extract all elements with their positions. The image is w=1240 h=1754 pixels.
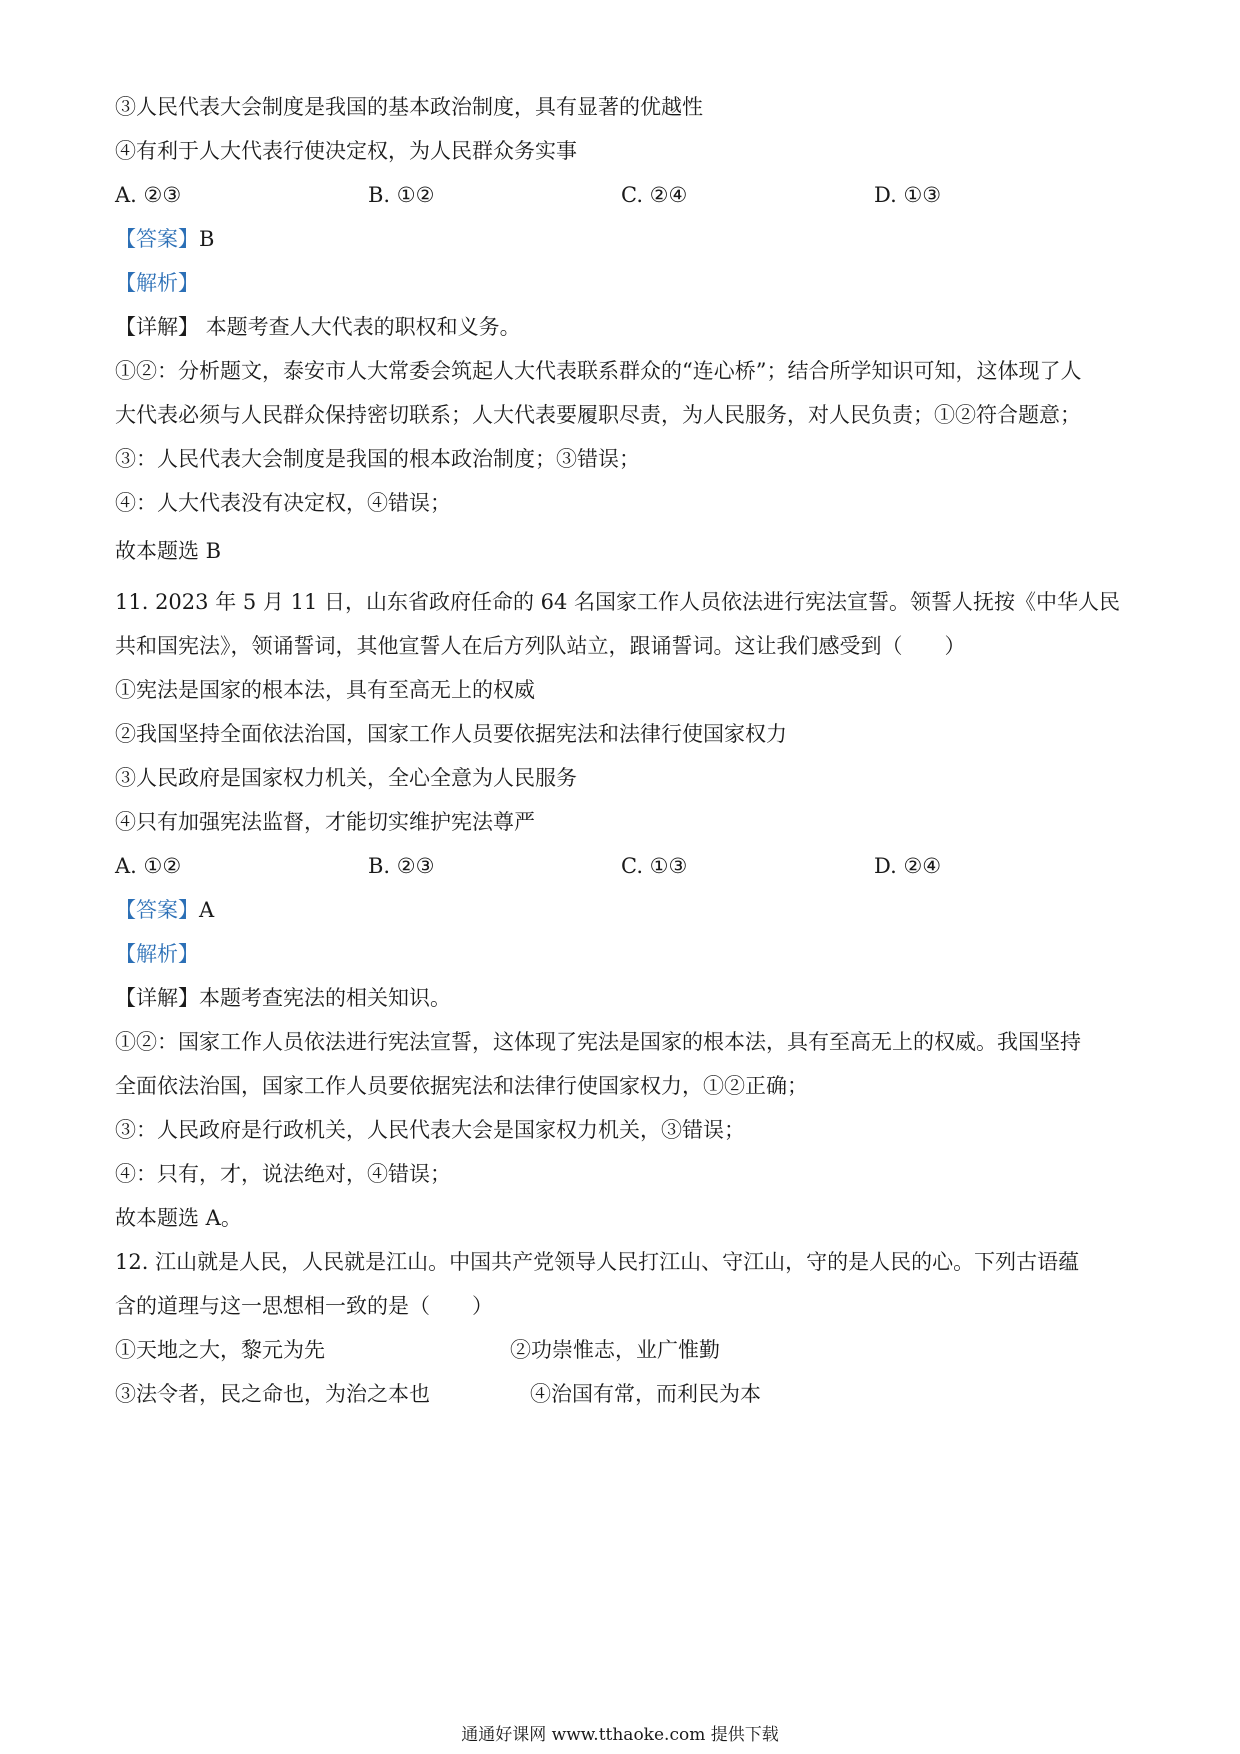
q11-stem-line: 11. 2023 年 5 月 11 日，山东省政府任命的 64 名国家工作人员依法进行宪法宣誓。领誓人抚按《中华人民: [115, 590, 1121, 614]
q10-explanation-line: 大代表必须与人民群众保持密切联系；人大代表要履职尽责，为人民服务，对人民负责；①②符合题意；: [115, 403, 1081, 427]
q11-explanation-line: ①②：国家工作人员依法进行宪法宣誓，这体现了宪法是国家的根本法，具有至高无上的权威。我国坚持: [115, 1030, 1081, 1054]
q12-statement: ④治国有常，而利民为本: [530, 1382, 761, 1406]
q11-statement: ①宪法是国家的根本法，具有至高无上的权威: [115, 678, 535, 702]
q10-option-b: B. ①②: [368, 183, 435, 207]
q11-statement: ②我国坚持全面依法治国，国家工作人员要依据宪法和法律行使国家权力: [115, 722, 787, 746]
answer-tag: 【答案】: [115, 227, 199, 251]
detail-tag: 【详解】: [115, 986, 199, 1010]
q11-explanation-line: 全面依法治国，国家工作人员要依据宪法和法律行使国家权力，①②正确；: [115, 1074, 808, 1098]
q10-option-d: D. ①③: [874, 183, 942, 207]
q10-statement-4: ④有利于人大代表行使决定权，为人民群众务实事: [115, 139, 577, 163]
q11-conclusion: 故本题选 A。: [115, 1206, 242, 1230]
answer-tag: 【答案】: [115, 898, 199, 922]
q10-detail: [115, 314, 521, 340]
q10-statement-3: ③人民代表大会制度是我国的基本政治制度，具有显著的优越性: [115, 95, 703, 119]
q12-stem-line: 12. 江山就是人民，人民就是江山。中国共产党领导人民打江山、守江山，守的是人民的心。下列古语蕴: [115, 1250, 1080, 1274]
detail-text: 本题考查人大代表的职权和义务。: [205, 315, 521, 339]
q11-option-d: D. ②④: [874, 854, 942, 878]
q11-explanation-line: ④：只有，才，说法绝对，④错误；: [115, 1162, 451, 1186]
q12-statement: ①天地之大，黎元为先: [115, 1338, 325, 1362]
q10-explanation-line: ①②：分析题文，泰安市人大常委会筑起人大代表联系群众的“连心桥”；结合所学知识可知，这体现了人: [115, 359, 1082, 383]
q10-explanation-line: ③：人民代表大会制度是我国的根本政治制度；③错误；: [115, 447, 640, 471]
q11-analysis: [115, 941, 199, 967]
q11-option-c: C. ①③: [621, 854, 688, 878]
q11-option-a: A. ①②: [115, 854, 182, 878]
q11-statement: ③人民政府是国家权力机关，全心全意为人民服务: [115, 766, 577, 790]
q10-conclusion: 故本题选 B: [115, 539, 222, 563]
analysis-tag: 【解析】: [115, 271, 199, 295]
answer-value: A: [199, 898, 215, 922]
q11-option-b: B. ②③: [368, 854, 435, 878]
q10-option-a: A. ②③: [115, 183, 182, 207]
detail-text: 本题考查宪法的相关知识。: [199, 986, 451, 1010]
q11-statement: ④只有加强宪法监督，才能切实维护宪法尊严: [115, 810, 535, 834]
detail-tag: 【详解】: [115, 315, 199, 339]
q11-answer: [115, 897, 214, 923]
q12-statement: ②功崇惟志，业广惟勤: [510, 1338, 720, 1362]
q12-stem-line: 含的道理与这一思想相一致的是（ ）: [115, 1294, 493, 1318]
q10-explanation-line: ④：人大代表没有决定权，④错误；: [115, 491, 451, 515]
q10-analysis: [115, 270, 199, 296]
q12-statement: ③法令者，民之命也，为治之本也: [115, 1382, 430, 1406]
q11-stem-line: 共和国宪法》，领诵誓词，其他宣誓人在后方列队站立，跟诵誓词。这让我们感受到（ ）: [115, 634, 966, 658]
q11-detail: [115, 985, 451, 1011]
q10-option-c: C. ②④: [621, 183, 688, 207]
answer-value: B: [199, 227, 215, 251]
page-footer: 通通好课网 www.tthaoke.com 提供下载: [461, 1725, 779, 1745]
analysis-tag: 【解析】: [115, 942, 199, 966]
q11-explanation-line: ③：人民政府是行政机关，人民代表大会是国家权力机关，③错误；: [115, 1118, 745, 1142]
q10-answer: [115, 226, 214, 252]
